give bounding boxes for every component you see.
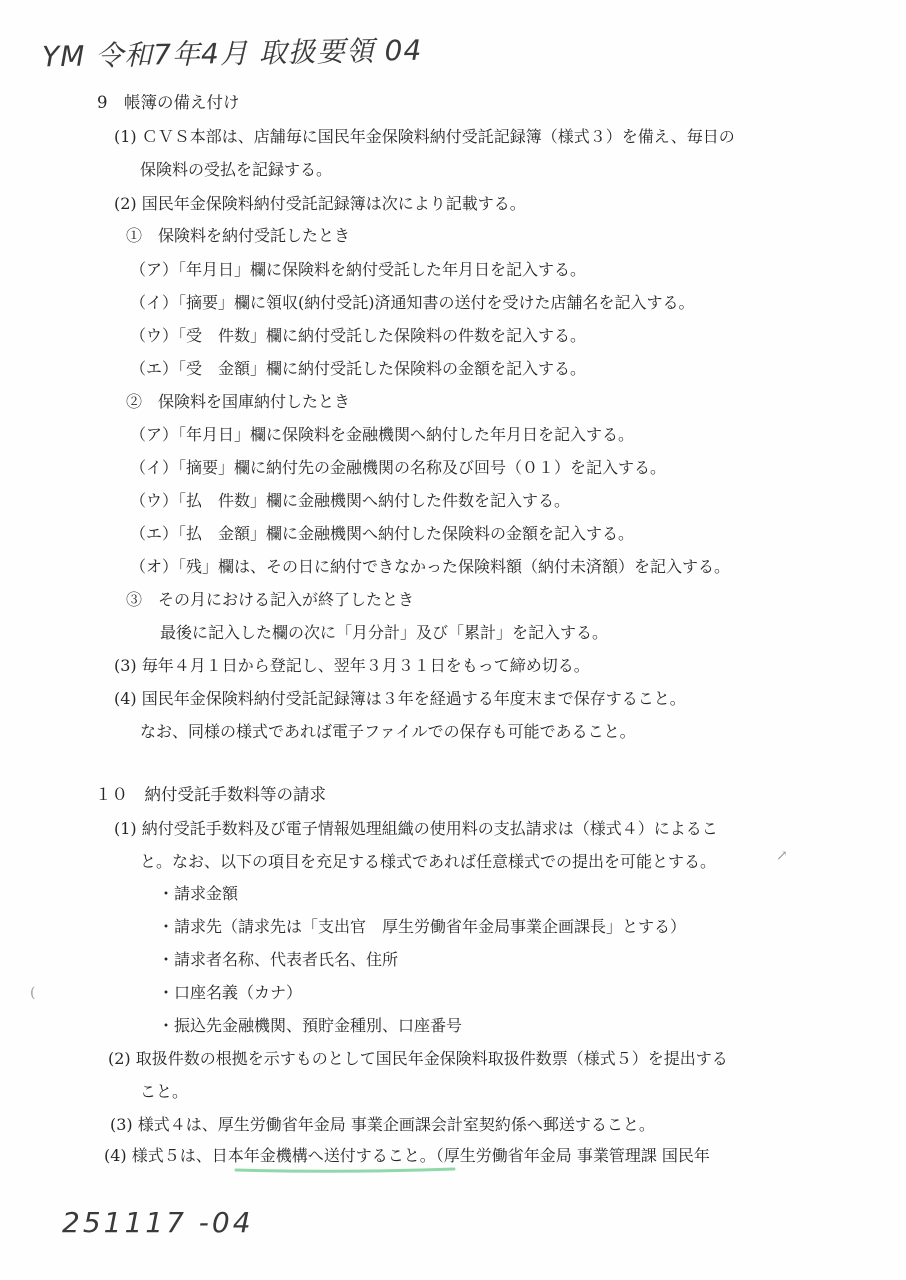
paragraph-line: (1) 納付受託手数料及び電子情報処理組織の使用料の支払請求は（様式４）によるこ <box>114 819 718 838</box>
handwritten-footer: 251117 -04 <box>62 1206 254 1239</box>
scan-mark: ↗ <box>776 848 788 864</box>
list-item: （エ）「払 金額」欄に金融機関へ納付した保険料の金額を記入する。 <box>130 524 635 543</box>
list-item: （オ）「残」欄は、その日に納付できなかった保険料額（納付未済額）を記入する。 <box>130 557 731 576</box>
paragraph-line: (3) 毎年４月１日から登記し、翌年３月３１日をもって締め切る。 <box>114 656 590 675</box>
bullet-item: ・請求者名称、代表者氏名、住所 <box>158 950 399 969</box>
sub-heading: ③ その月における記入が終了したとき <box>126 590 415 609</box>
bullet-item: ・請求金額 <box>158 884 239 903</box>
paragraph-line: (4) 様式５は、日本年金機構へ送付すること。（厚生労働省年金局 事業管理課 国民年 <box>104 1146 710 1165</box>
paragraph-line: 保険料の受払を記録する。 <box>140 160 333 179</box>
list-item: （ウ）「受 件数」欄に納付受託した保険料の件数を記入する。 <box>130 326 587 345</box>
paragraph-line: と。なお、以下の項目を充足する様式であれば任意様式での提出を可能とする。 <box>140 852 717 871</box>
paragraph-line: (1) ＣＶＳ本部は、店舗毎に国民年金保険料納付受託記録簿（様式３）を備え、毎日の <box>114 127 735 146</box>
scan-mark: ( <box>30 985 36 1001</box>
bullet-item: ・振込先金融機関、預貯金種別、口座番号 <box>158 1016 463 1035</box>
green-highlight-underline <box>234 1167 456 1173</box>
paragraph-line: こと。 <box>140 1082 189 1101</box>
list-item: （ウ）「払 件数」欄に金融機関へ納付した件数を記入する。 <box>130 491 571 510</box>
paragraph-line: なお、同様の様式であれば電子ファイルでの保存も可能であること。 <box>140 722 636 741</box>
section-9-heading: 9 帳簿の備え付け <box>97 93 240 112</box>
handwritten-header: YM 令和7年4月 取扱要領 04 <box>41 33 423 74</box>
list-item: （ア）「年月日」欄に保険料を納付受託した年月日を記入する。 <box>130 260 587 279</box>
list-item: （エ）「受 金額」欄に納付受託した保険料の金額を記入する。 <box>130 359 587 378</box>
paragraph-line: 最後に記入した欄の次に「月分計」及び「累計」を記入する。 <box>160 623 609 642</box>
list-item: （イ）「摘要」欄に納付先の金融機関の名称及び回号（０１）を記入する。 <box>130 458 667 477</box>
paragraph-line: (3) 様式４は、厚生労働省年金局 事業企画課会計室契約係へ郵送すること。 <box>110 1115 655 1134</box>
sub-heading: ① 保険料を納付受託したとき <box>126 226 351 245</box>
bullet-item: ・口座名義（カナ） <box>158 983 303 1002</box>
paragraph-line: (4) 国民年金保険料納付受託記録簿は３年を経過する年度末まで保存すること。 <box>114 689 686 708</box>
paragraph-line: (2) 取扱件数の根拠を示すものとして国民年金保険料取扱件数票（様式５）を提出する <box>108 1049 728 1068</box>
section-10-heading: １０ 納付受託手数料等の請求 <box>95 785 326 804</box>
bullet-item: ・請求先（請求先は「支出官 厚生労働省年金局事業企画課長」とする） <box>158 917 687 936</box>
list-item: （イ）「摘要」欄に領収(納付受託)済通知書の送付を受けた店舗名を記入する。 <box>130 293 695 312</box>
list-item: （ア）「年月日」欄に保険料を金融機関へ納付した年月日を記入する。 <box>130 425 635 444</box>
paragraph-line: (2) 国民年金保険料納付受託記録簿は次により記載する。 <box>114 194 526 213</box>
sub-heading: ② 保険料を国庫納付したとき <box>126 392 351 411</box>
